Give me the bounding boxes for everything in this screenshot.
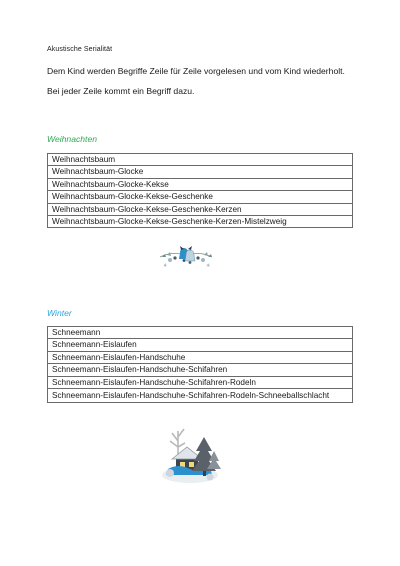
table-row — [48, 191, 353, 203]
table-cell: Schneemann-Eislaufen-Handschuhe-Schifahren-Rodeln — [48, 376, 353, 388]
section-title-weihnachten: Weihnachten — [47, 134, 98, 144]
table-row — [48, 203, 353, 215]
table-row — [48, 376, 353, 388]
intro-paragraph-2: Bei jeder Zeile kommt ein Begriff dazu. — [47, 86, 195, 96]
christmas-bells-garland-icon — [158, 245, 214, 271]
table-cell: Schneemann — [48, 327, 353, 339]
table-row — [48, 216, 353, 228]
table-cell: Weihnachtsbaum-Glocke-Kekse-Geschenke — [48, 191, 353, 203]
word-sequence-table-weihnachten — [47, 153, 353, 228]
table-row — [48, 389, 353, 403]
table-row — [48, 166, 353, 178]
winter-cabin-scene-icon — [158, 417, 222, 485]
table-cell: Schneemann-Eislaufen-Handschuhe-Schifahren-Rodeln-Schneeballschlacht — [48, 389, 353, 403]
table-cell: Schneemann-Eislaufen-Handschuhe — [48, 351, 353, 363]
table-row — [48, 351, 353, 363]
table-cell: Weihnachtsbaum-Glocke-Kekse — [48, 178, 353, 190]
svg-text:✳: ✳ — [163, 263, 168, 269]
svg-text:✳: ✳ — [206, 263, 211, 269]
table-row — [48, 327, 353, 339]
table-row — [48, 154, 353, 166]
table-cell: Schneemann-Eislaufen-Handschuhe-Schifahren — [48, 364, 353, 376]
word-sequence-table-winter — [47, 326, 353, 403]
section-title-winter: Winter — [47, 308, 72, 318]
document-heading: Akustische Serialität — [47, 46, 113, 53]
table-cell: Weihnachtsbaum-Glocke — [48, 166, 353, 178]
table-row — [48, 178, 353, 190]
table-cell: Weihnachtsbaum-Glocke-Kekse-Geschenke-Kerzen — [48, 203, 353, 215]
table-cell: Schneemann-Eislaufen — [48, 339, 353, 351]
table-cell: Weihnachtsbaum — [48, 154, 353, 166]
intro-paragraph-1: Dem Kind werden Begriffe Zeile für Zeile vorgelesen und vom Kind wiederholt. — [47, 66, 345, 76]
intro-text — [47, 64, 357, 98]
table-row — [48, 339, 353, 351]
table-row — [48, 364, 353, 376]
table-cell: Weihnachtsbaum-Glocke-Kekse-Geschenke-Kerzen-Mistelzweig — [48, 216, 353, 228]
